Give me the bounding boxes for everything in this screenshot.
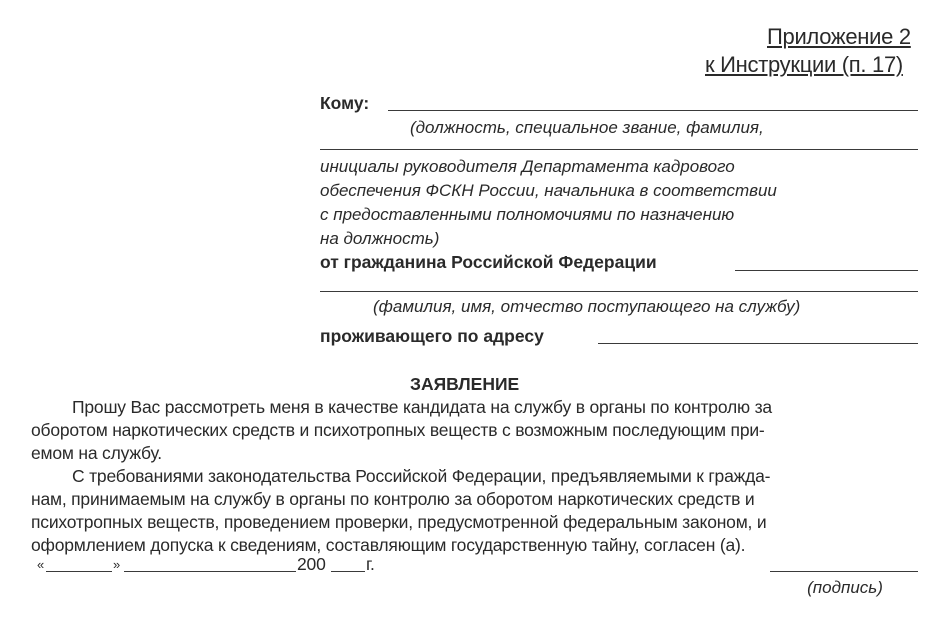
to-hint-line1: (должность, специальное звание, фамилия,	[410, 118, 764, 137]
year-prefix: 200	[297, 554, 326, 574]
year-fill-line[interactable]	[331, 571, 365, 572]
quote-open: «	[37, 557, 45, 572]
to-hint-line5: на должность)	[320, 229, 440, 248]
to-hint-line4: с предоставленными полномочиями по назначению	[320, 205, 735, 224]
signature-fill-line[interactable]	[770, 571, 918, 572]
body-line: емом на службу.	[31, 443, 162, 463]
instruction-reference: к Инструкции (п. 17)	[705, 52, 903, 77]
to-fill-line[interactable]	[388, 110, 918, 111]
from-fill-line[interactable]	[735, 270, 918, 271]
body-line: психотропных веществ, проведением проверки, предусмотренной федеральным законом, и	[31, 512, 767, 532]
appendix-number: Приложение 2	[767, 24, 911, 49]
document-title: ЗАЯВЛЕНИЕ	[410, 374, 520, 394]
to-fill-line-2[interactable]	[320, 149, 918, 150]
from-label: от гражданина Российской Федерации	[320, 252, 657, 272]
body-line: оформлением допуска к сведениям, составляющим государственную тайну, согласен (а).	[31, 535, 746, 555]
to-label: Кому:	[320, 93, 370, 113]
to-hint-line2: инициалы руководителя Департамента кадрового	[320, 157, 735, 176]
day-fill-line[interactable]	[46, 571, 112, 572]
address-label: проживающего по адресу	[320, 326, 544, 346]
quote-close: »	[113, 557, 121, 572]
body-line: оборотом наркотических средств и психотропных веществ с возможным последующим при-	[31, 420, 765, 440]
address-fill-line[interactable]	[598, 343, 918, 344]
body-line: нам, принимаемым на службу в органы по контролю за оборотом наркотических средств и	[31, 489, 755, 509]
body-line: Прошу Вас рассмотреть меня в качестве кандидата на службу в органы по контролю за	[72, 397, 772, 417]
body-line: С требованиями законодательства Российской Федерации, предъявляемыми к гражда-	[72, 466, 771, 486]
signature-hint: (подпись)	[807, 578, 883, 597]
name-fill-line[interactable]	[320, 291, 918, 292]
year-suffix: г.	[366, 554, 375, 574]
to-hint-line3: обеспечения ФСКН России, начальника в соответствии	[320, 181, 777, 200]
month-fill-line[interactable]	[124, 571, 296, 572]
name-hint: (фамилия, имя, отчество поступающего на службу)	[373, 297, 801, 316]
